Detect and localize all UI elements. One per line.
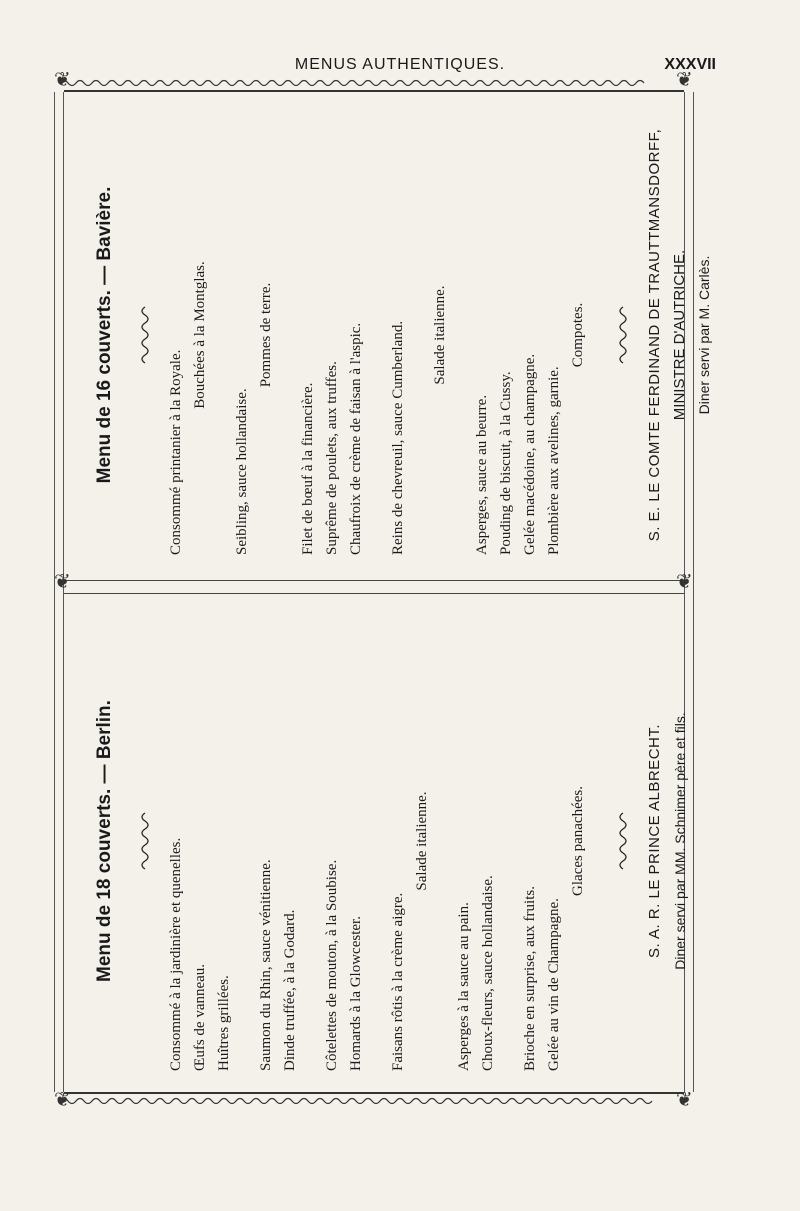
menu-title: Menu de 18 couverts. — Berlin.	[94, 700, 115, 982]
menu-bavaria-content	[90, 115, 716, 555]
served-by: Diner servi par MM. Schnimer père et fils.	[672, 712, 688, 970]
course	[320, 611, 368, 1071]
dish: Compotes.	[570, 302, 586, 368]
squiggle-divider	[136, 305, 154, 365]
mid-ornament-right: ❦	[676, 571, 693, 593]
dish: Filet de bœuf à la financière.	[300, 382, 316, 555]
dish: Œufs de vanneau.	[192, 963, 208, 1071]
frame-middle-divider	[64, 580, 684, 594]
course	[428, 115, 452, 555]
dish: Pommes de terre.	[258, 282, 274, 388]
dish: Saumon du Rhin, sauce vénitienne.	[258, 859, 274, 1071]
dish: Gelée macédoine, au champagne.	[522, 353, 538, 555]
dish: Plombière aux avelines, garnie.	[546, 366, 562, 555]
course	[164, 115, 212, 555]
dish: Dinde truffée, à la Godard.	[282, 909, 298, 1071]
host-name: S. A. R. LE PRINCE ALBRECHT.	[646, 723, 663, 959]
bottom-wavy-border	[60, 1094, 700, 1108]
dish: Suprême de poulets, aux truffes.	[324, 361, 340, 555]
corner-ornament-top-left: ❦	[54, 69, 71, 91]
dish: Seibling, sauce hollandaise.	[234, 388, 250, 555]
dish: Huîtres grillées.	[216, 975, 232, 1071]
dish: Côtelettes de mouton, à la Soubise.	[324, 859, 340, 1071]
course	[470, 115, 590, 555]
menu-panel-bavaria	[80, 100, 712, 570]
top-wavy-border	[60, 76, 700, 90]
course	[452, 611, 500, 1071]
menu-berlin-content	[90, 611, 692, 1071]
served-by: Diner servi par M. Carlès.	[696, 255, 712, 415]
dish: Salade italienne.	[414, 791, 430, 891]
course	[386, 611, 434, 1071]
host-title: MINISTRE D'AUTRICHE.	[671, 249, 688, 421]
squiggle-divider	[136, 811, 154, 871]
corner-ornament-bottom-left: ❦	[54, 1089, 71, 1111]
corner-ornament-top-right: ❦	[676, 69, 693, 91]
menu-panel-berlin	[80, 596, 688, 1086]
dish: Bouchées à la Montglas.	[192, 261, 208, 409]
mid-ornament-left: ❦	[54, 571, 71, 593]
dish: Chaufroix de crème de faisan à l'aspic.	[348, 322, 364, 555]
dish: Homards à la Glowcester.	[348, 916, 364, 1071]
course	[254, 611, 302, 1071]
dish: Glaces panachées.	[570, 786, 586, 896]
squiggle-divider	[614, 811, 632, 871]
dish: Asperges, sauce au beurre.	[474, 394, 490, 555]
dish: Salade italienne.	[432, 285, 448, 385]
running-title: MENUS AUTHENTIQUES.	[294, 56, 506, 73]
dish: Faisans rôtis à la crème aigre.	[390, 892, 406, 1071]
dish: Choux-fleurs, sauce hollandaise.	[480, 875, 496, 1071]
dish: Asperges à la sauce au pain.	[456, 902, 472, 1071]
course	[296, 115, 368, 555]
dish: Consommé printanier à la Royale.	[168, 349, 184, 555]
course	[230, 115, 278, 555]
dish: Brioche en surprise, aux fruits.	[522, 886, 538, 1071]
dish: Consommé à la jardinière et quenelles.	[168, 837, 184, 1071]
page-number: XXXVII	[664, 56, 716, 73]
course	[518, 611, 590, 1071]
host-name: S. E. LE COMTE FERDINAND DE TRAUTTMANSDORFF,	[646, 128, 663, 542]
corner-ornament-bottom-right: ❦	[676, 1089, 693, 1111]
course	[386, 115, 410, 555]
dish: Pouding de biscuit, à la Cussy.	[498, 371, 514, 555]
dish: Gelée au vin de Champagne.	[546, 898, 562, 1071]
course	[164, 611, 236, 1071]
menu-title: Menu de 16 couverts. — Bavière.	[94, 186, 115, 484]
squiggle-divider	[614, 305, 632, 365]
dish: Reins de chevreuil, sauce Cumberland.	[390, 320, 406, 555]
